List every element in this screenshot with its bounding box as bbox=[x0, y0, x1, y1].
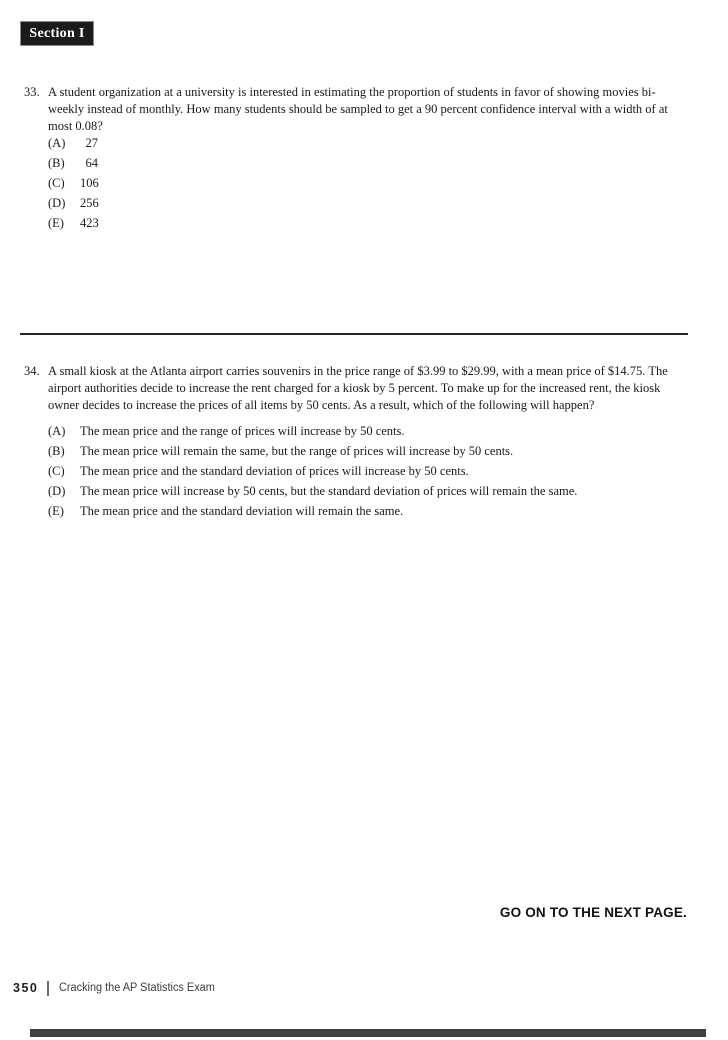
choice-33-d-value: 256 bbox=[80, 196, 99, 210]
choice-34-d-label: (D) bbox=[48, 484, 66, 498]
choice-34-b bbox=[48, 444, 577, 464]
question-34-line-2: airport authorities decide to increase the rent charged for a kiosk by 5 percent. To make up for the increased rent, the kiosk bbox=[48, 381, 661, 395]
choice-34-c-label: (C) bbox=[48, 464, 65, 478]
choice-34-c bbox=[48, 464, 577, 484]
choice-33-c-value: 106 bbox=[80, 176, 99, 190]
choice-34-e-value: The mean price and the standard deviation will remain the same. bbox=[80, 504, 404, 518]
page-bottom-edge-bar bbox=[30, 1029, 706, 1037]
choice-33-e bbox=[48, 216, 98, 236]
question-33-line-3: most 0.08? bbox=[48, 119, 103, 133]
question-34-text bbox=[48, 363, 668, 414]
choice-33-b-value: 64 bbox=[85, 156, 98, 170]
choice-33-c-label: (C) bbox=[48, 176, 65, 190]
question-34-line-1: A small kiosk at the Atlanta airport carries souvenirs in the price range of $3.99 to $29.99, with a mean price of $14.75. The bbox=[48, 364, 668, 378]
choice-34-e-label: (E) bbox=[48, 504, 64, 518]
choice-33-e-label: (E) bbox=[48, 216, 64, 230]
question-33-number: 33. bbox=[24, 85, 40, 99]
choice-33-b bbox=[48, 156, 98, 176]
choice-33-d-label: (D) bbox=[48, 196, 66, 210]
choice-34-d-value: The mean price will increase by 50 cents, but the standard deviation of prices will remain the same. bbox=[80, 484, 578, 498]
choice-34-a-value: The mean price and the range of prices will increase by 50 cents. bbox=[80, 424, 405, 438]
choice-34-d bbox=[48, 484, 577, 504]
question-33-line-2: weekly instead of monthly. How many students should be sampled to get a 90 percent confidence interval with a width of at bbox=[48, 102, 668, 116]
question-33-line-1: A student organization at a university is interested in estimating the proportion of students in favor of showing movies bi- bbox=[48, 85, 656, 99]
choice-33-c bbox=[48, 176, 98, 196]
question-34-line-3: owner decides to increase the prices of all items by 50 cents. As a result, which of the following will happen? bbox=[48, 398, 595, 412]
choice-34-a-label: (A) bbox=[48, 424, 66, 438]
section-header-box bbox=[20, 21, 94, 46]
section-header-label: Section I bbox=[29, 25, 85, 41]
question-34 bbox=[24, 363, 704, 414]
page-number: 350 bbox=[13, 981, 39, 995]
choice-34-c-value: The mean price and the standard deviation of prices will increase by 50 cents. bbox=[80, 464, 469, 478]
question-33-choices bbox=[48, 136, 98, 236]
choice-34-a bbox=[48, 424, 577, 444]
choice-33-a-value: 27 bbox=[85, 136, 98, 150]
choice-34-b-label: (B) bbox=[48, 444, 65, 458]
footer-divider-bar bbox=[47, 981, 49, 996]
choice-33-a-label: (A) bbox=[48, 136, 66, 150]
question-34-choices bbox=[48, 424, 577, 524]
choice-33-d bbox=[48, 196, 98, 216]
page-footer bbox=[13, 979, 223, 997]
question-33-text bbox=[48, 84, 668, 135]
question-34-number: 34. bbox=[24, 364, 40, 378]
choice-33-a bbox=[48, 136, 98, 156]
question-33 bbox=[24, 84, 704, 135]
choice-34-b-value: The mean price will remain the same, but the range of prices will increase by 50 cents. bbox=[80, 444, 514, 458]
question-divider-rule bbox=[20, 333, 688, 335]
book-title: Cracking the AP Statistics Exam bbox=[58, 982, 215, 994]
choice-33-e-value: 423 bbox=[80, 216, 99, 230]
choice-34-e bbox=[48, 504, 577, 524]
go-on-next-page-text: GO ON TO THE NEXT PAGE. bbox=[499, 905, 687, 920]
choice-33-b-label: (B) bbox=[48, 156, 65, 170]
